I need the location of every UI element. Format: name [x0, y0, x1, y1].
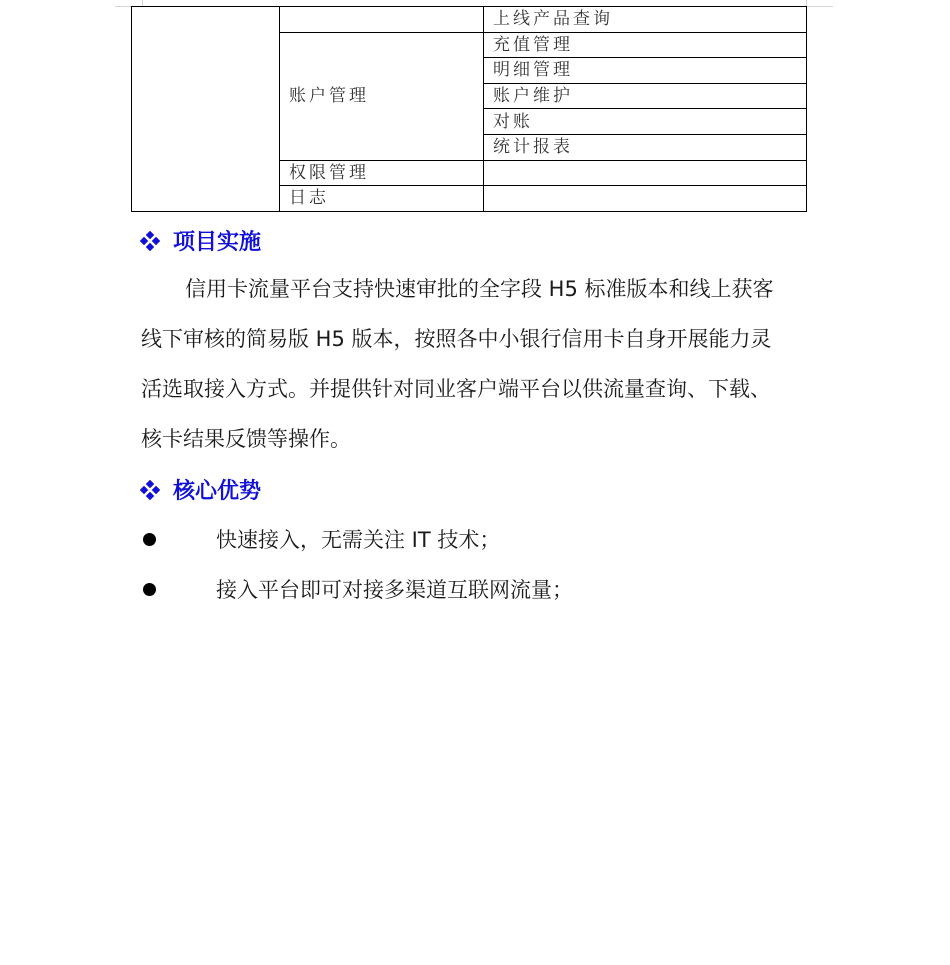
table-row: [132, 7, 807, 33]
table-cell-submodule: 日志: [280, 186, 484, 212]
list-item: [141, 524, 500, 554]
paragraph-line: 核卡结果反馈等操作。: [141, 427, 351, 451]
diamond-bullet-icon: [141, 481, 159, 499]
table-cell-item: [484, 160, 807, 186]
diamond-bullet-icon: [141, 232, 159, 250]
section-title: 核心优势: [173, 479, 262, 504]
table-cell-item: 对账: [484, 109, 807, 135]
section-heading-implementation: [141, 225, 261, 256]
table-cell-item: 上线产品查询: [484, 7, 807, 33]
implementation-paragraph: [141, 264, 821, 464]
function-table: [131, 6, 807, 212]
list-item-text: 快速接入，无需关注 IT 技术；: [216, 528, 501, 552]
table-cell-item: 明细管理: [484, 58, 807, 84]
bullet-dot-icon: [143, 583, 156, 596]
paragraph-line: 线下审核的简易版 H5 版本，按照各中小银行信用卡自身开展能力灵: [141, 327, 772, 351]
section-title: 项目实施: [173, 230, 262, 255]
paragraph-line: 信用卡流量平台支持快速审批的全字段 H5 标准版本和线上获客: [185, 277, 774, 301]
list-item-text: 接入平台即可对接多渠道互联网流量；: [216, 578, 573, 602]
table-cell-module: [132, 7, 280, 212]
table-cell-submodule: [280, 7, 484, 33]
table-cell-item: 充值管理: [484, 32, 807, 58]
table-cell-item: [484, 186, 807, 212]
list-item: [141, 574, 573, 604]
section-heading-advantages: [141, 474, 261, 505]
table-cell-item: 账户维护: [484, 83, 807, 109]
paragraph-line: 活选取接入方式。并提供针对同业客户端平台以供流量查询、下载、: [141, 377, 771, 401]
bullet-dot-icon: [143, 533, 156, 546]
table-cell-submodule: 权限管理: [280, 160, 484, 186]
table-cell-submodule: 账户管理: [280, 32, 484, 160]
table-cell-item: 统计报表: [484, 134, 807, 160]
